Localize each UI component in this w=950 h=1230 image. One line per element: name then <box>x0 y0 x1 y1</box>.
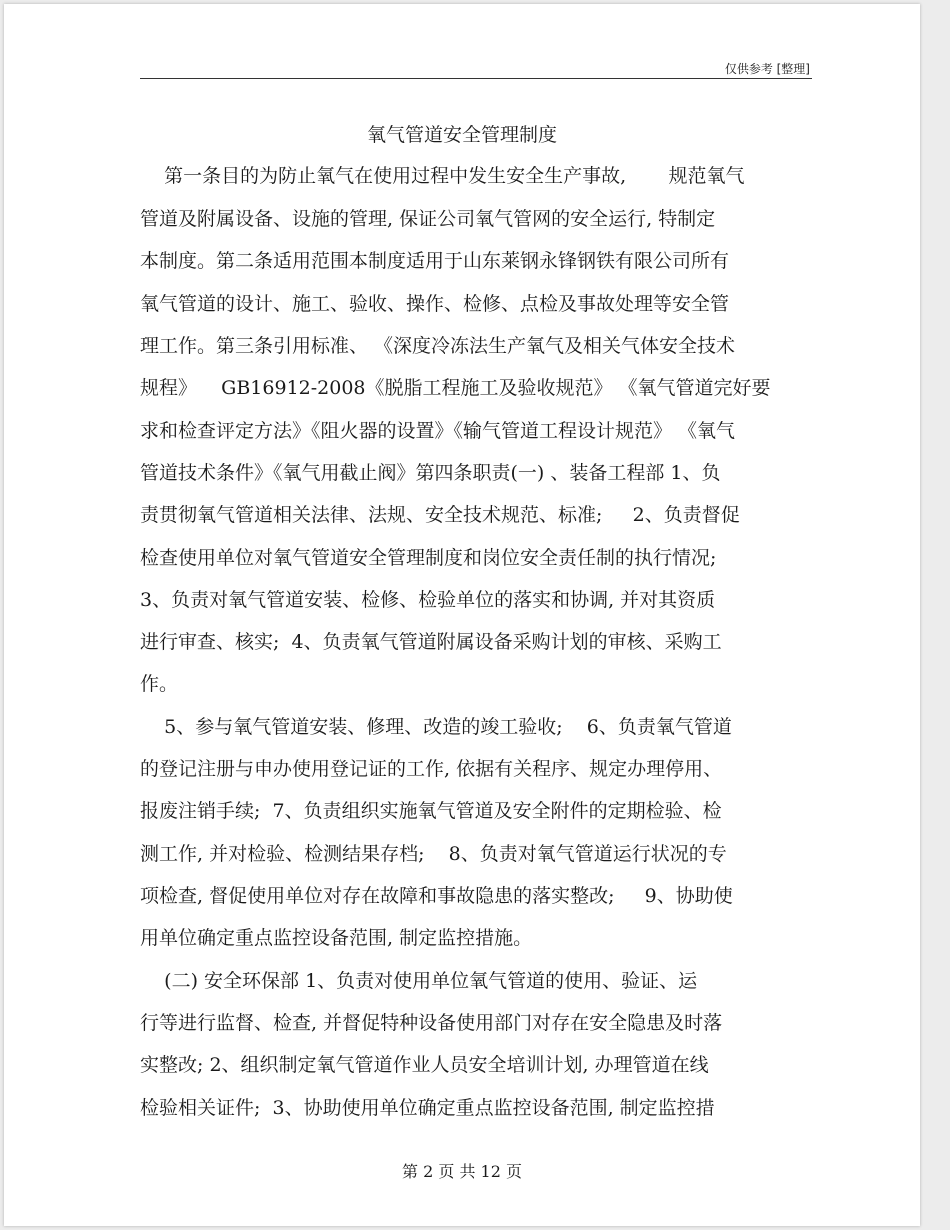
document-page <box>4 4 920 1226</box>
paragraph-line: 管道技术条件》《氧气用截止阀》第四条职责(一) 、装备工程部 1、负 <box>140 462 721 484</box>
paragraph-line: 3、负责对氧气管道安装、检修、检验单位的落实和协调, 并对其资质 <box>140 589 716 611</box>
paragraph-line: 行等进行监督、检查, 并督促特种设备使用部门对存在安全隐患及时落 <box>140 1012 723 1034</box>
paragraph-line: 本制度。第二条适用范围本制度适用于山东莱钢永锋钢铁有限公司所有 <box>140 250 730 272</box>
paragraph-line: 作。 <box>140 673 179 695</box>
header-rule <box>140 78 812 79</box>
document-title: 氧气管道安全管理制度 <box>366 124 557 146</box>
paragraph-line: 求和检查评定方法》《阻火器的设置》《输气管道工程设计规范》 《氧气 <box>140 420 736 442</box>
paragraph-line: 责贯彻氧气管道相关法律、法规、安全技术规范、标准; 2、负责督促 <box>140 504 740 526</box>
paragraph-line: (二) 安全环保部 1、负责对使用单位氧气管道的使用、验证、运 <box>140 970 698 992</box>
paragraph-line: 管道及附属设备、设施的管理, 保证公司氧气管网的安全运行, 特制定 <box>140 208 716 230</box>
paragraph-line: 实整改; 2、组织制定氧气管道作业人员安全培训计划, 办理管道在线 <box>140 1054 709 1076</box>
paragraph-line: 进行审查、核实; 4、负责氧气管道附属设备采购计划的审核、采购工 <box>140 631 722 653</box>
paragraph-line: 用单位确定重点监控设备范围, 制定监控措施。 <box>140 927 533 949</box>
paragraph-line: 5、参与氧气管道安装、修理、改造的竣工验收; 6、负责氧气管道 <box>140 716 732 738</box>
paragraph-line: 规程》 GB16912-2008《脱脂工程施工及验收规范》 《氧气管道完好要 <box>140 377 771 399</box>
paragraph-line: 项检查, 督促使用单位对存在故障和事故隐患的落实整改; 9、协助使 <box>140 885 733 907</box>
paragraph-line: 氧气管道的设计、施工、验收、操作、检修、点检及事故处理等安全管 <box>140 293 730 315</box>
paragraph-line: 第一条目的为防止氧气在使用过程中发生安全生产事故, 规范氧气 <box>140 165 745 187</box>
paragraph-line: 的登记注册与申办使用登记证的工作, 依据有关程序、规定办理停用、 <box>140 758 723 780</box>
paragraph-line: 测工作, 并对检验、检测结果存档; 8、负责对氧气管道运行状况的专 <box>140 843 727 865</box>
paragraph-line: 检验相关证件; 3、协助使用单位确定重点监控设备范围, 制定监控措 <box>140 1097 715 1119</box>
paragraph-line: 理工作。第三条引用标准、 《深度冷冻法生产氧气及相关气体安全技术 <box>140 335 736 357</box>
paragraph-line: 报废注销手续; 7、负责组织实施氧气管道及安全附件的定期检验、检 <box>140 800 722 822</box>
page-number-footer: 第 2 页 共 12 页 <box>402 1162 522 1181</box>
header-note: 仅供参考 [整理] <box>724 62 810 76</box>
paragraph-line: 检查使用单位对氧气管道安全管理制度和岗位安全责任制的执行情况; <box>140 547 717 569</box>
